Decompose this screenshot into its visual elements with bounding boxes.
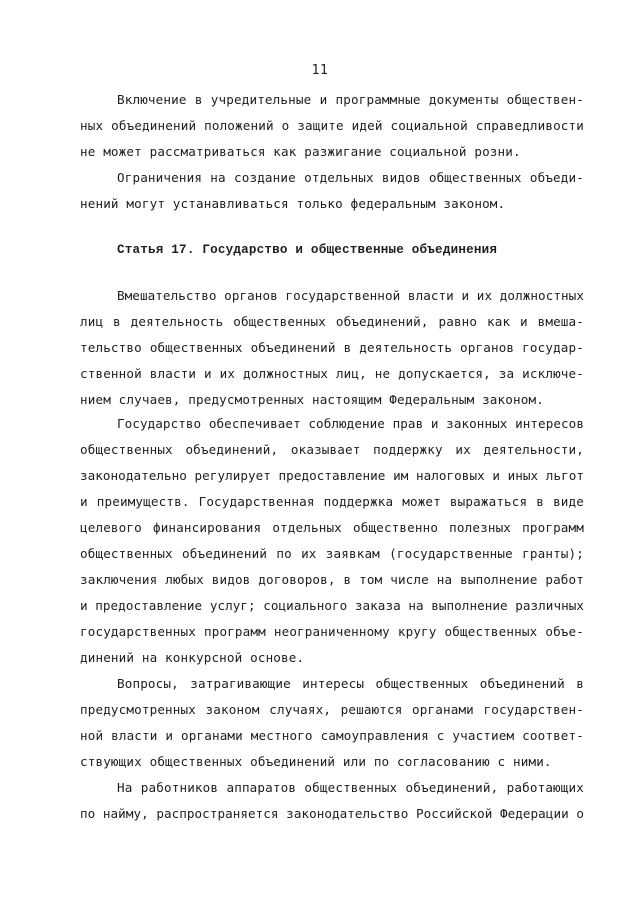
paragraph-first-line: Государство обеспечивает соблюдение прав и законных интересов (117, 416, 584, 431)
paragraph-line: ной власти и органами местного самоуправления с участием соответ- (80, 728, 584, 743)
paragraph-line: тельство общественных объединений в деятельность органов государ- (80, 340, 584, 355)
paragraph-line: динений на конкурсной основе. (80, 650, 305, 665)
paragraph-line: целевого финансирования отдельных общественно полезных программ (80, 520, 584, 535)
article-heading: Статья 17. Государство и общественные объединения (117, 243, 498, 257)
paragraph-line: государственных программ неограниченному кругу общественных объе- (80, 624, 584, 639)
paragraph-line: и преимуществ. Государственная поддержка может выражаться в виде (80, 494, 584, 509)
paragraph-line: законодательно регулирует предоставление им налоговых и иных льгот (80, 468, 584, 483)
paragraph-line: ственной власти и их должностных лиц, не допускается, за исключе- (80, 366, 584, 381)
page-number: 11 (311, 63, 329, 78)
paragraph-line: предусмотренных законом случаях, решаются органами государствен- (80, 702, 584, 717)
paragraph-line: и предоставление услуг; социального заказа на выполнение различных (80, 598, 584, 613)
paragraph-first-line: На работников аппаратов общественных объединений, работающих (117, 780, 584, 795)
paragraph-first-line: Ограничения на создание отдельных видов общественных объеди- (117, 170, 584, 185)
paragraph-first-line: Вопросы, затрагивающие интересы общественных объединений в (117, 676, 584, 691)
paragraph-line: не может рассматриваться как разжигание социальной розни. (80, 144, 521, 159)
paragraph-line: общественных объединений по их заявкам (государственные гранты); (80, 546, 584, 561)
paragraph-first-line: Включение в учредительные и программные документы обществен- (117, 92, 584, 107)
paragraph-first-line: Вмешательство органов государственной власти и их должностных (117, 288, 584, 303)
paragraph-line: ных объединений положений о защите идей социальной справедливости (80, 118, 584, 133)
paragraph-line: заключения любых видов договоров, в том числе на выполнение работ (80, 572, 584, 587)
paragraph-line: общественных объединений, оказывает поддержку их деятельности, (80, 442, 584, 457)
paragraph-line: по найму, распространяется законодательство Российской Федерации о (80, 806, 584, 821)
paragraph-line: лиц в деятельность общественных объединений, равно как и вмеша- (80, 314, 584, 329)
paragraph-line: нием случаев, предусмотренных настоящим Федеральным законом. (80, 392, 544, 407)
paragraph-line: ствующих общественных объединений или по согласованию с ними. (80, 754, 552, 769)
paragraph-line: нений могут устанавливаться только федеральным законом. (80, 196, 506, 211)
